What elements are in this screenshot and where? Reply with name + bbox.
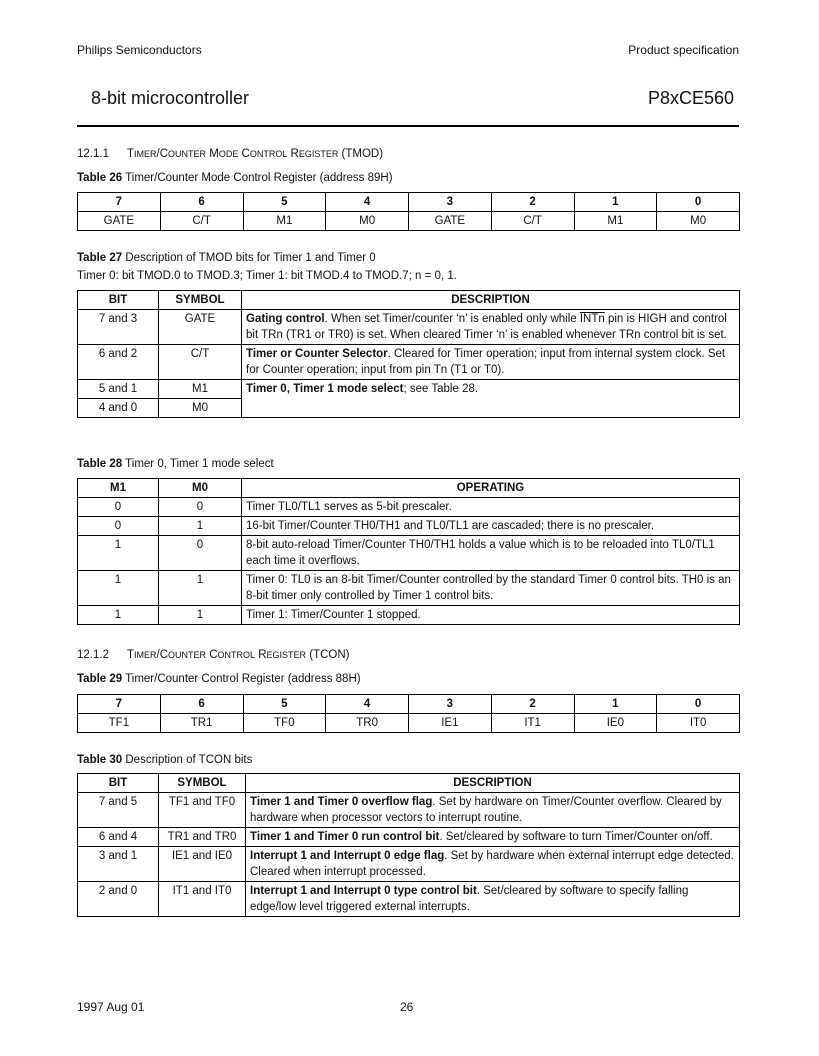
- inverted-signal: INTn: [579, 313, 605, 325]
- company-name: Philips Semiconductors: [77, 43, 202, 57]
- column-header: DESCRIPTION: [242, 291, 740, 310]
- section-number: 12.1.2: [77, 649, 109, 661]
- bit-name: IE1: [409, 714, 492, 733]
- section-number: 12.1.1: [77, 148, 109, 160]
- bit-number: 6: [160, 193, 243, 212]
- table-row: 1 1 Timer 0: TL0 is an 8-bit Timer/Counter controlled by the standard Timer 0 control bits. TH0 is an 8-bit timer only controlled by Timer 1 control bits.: [78, 571, 740, 606]
- page-number: 26: [400, 1000, 414, 1014]
- table-29-caption: Table 29 Timer/Counter Control Register (address 88H): [77, 673, 361, 685]
- column-header: BIT: [78, 774, 159, 793]
- column-header: DESCRIPTION: [246, 774, 740, 793]
- table-row: 4 and 0 M0: [78, 399, 740, 418]
- table-row: 6 and 4 TR1 and TR0 Timer 1 and Timer 0 run control bit. Set/cleared by software to turn Timer/Counter on/off.: [78, 828, 740, 847]
- table-28-caption: Table 28 Timer 0, Timer 1 mode select: [77, 458, 274, 470]
- part-number: P8xCE560: [647, 88, 734, 108]
- table-29-register: [77, 694, 740, 733]
- table-row: 5 and 1 M1 Timer 0, Timer 1 mode select; see Table 28.: [78, 380, 740, 399]
- bit-name: IT1: [491, 714, 574, 733]
- bit-number: 3: [409, 193, 492, 212]
- table-row: 1 0 8-bit auto-reload Timer/Counter TH0/TH1 holds a value which is to be reloaded into TL0/TL1 each time it overflows.: [78, 536, 740, 571]
- document-type: Product specification: [628, 43, 739, 57]
- bit-number: 7: [78, 695, 161, 714]
- bit-number: 2: [491, 695, 574, 714]
- section-heading-tmod: 12.1.1 TIMER/COUNTER MODE CONTROL REGISTER (TMOD): [77, 148, 384, 160]
- column-header: M0: [159, 479, 242, 498]
- bit-number: 0: [657, 695, 740, 714]
- table-28-mode-select: [77, 478, 740, 625]
- table-27-note: Timer 0: bit TMOD.0 to TMOD.3; Timer 1: bit TMOD.4 to TMOD.7; n = 0, 1.: [77, 270, 457, 282]
- document-title: 8-bit microcontroller: [91, 88, 250, 108]
- bit-number: 2: [491, 193, 574, 212]
- column-header: M1: [78, 479, 159, 498]
- bit-name: GATE: [409, 212, 492, 231]
- table-26-register: [77, 192, 740, 231]
- bit-number: 0: [657, 193, 740, 212]
- bit-number: 1: [574, 695, 657, 714]
- bit-number: 6: [160, 695, 243, 714]
- column-header: BIT: [78, 291, 159, 310]
- table-row: 7 and 3 GATE Gating control. When set Timer/counter ‘n’ is enabled only while INTn pin is HIGH and control bit TRn (TR1 or TR0) is set. When cleared Timer ‘n’ is enabled whenever TRn control bit is set.: [78, 310, 740, 345]
- bit-name: TR0: [326, 714, 409, 733]
- bit-name: C/T: [160, 212, 243, 231]
- table-row: 2 and 0 IT1 and IT0 Interrupt 1 and Interrupt 0 type control bit. Set/cleared by software to specify falling edge/low level triggered external interrupts.: [78, 882, 740, 917]
- bit-name: M1: [243, 212, 326, 231]
- header-rule: [77, 125, 739, 127]
- table-26-caption: Table 26 Timer/Counter Mode Control Register (address 89H): [77, 172, 393, 184]
- table-row: 7 and 5 TF1 and TF0 Timer 1 and Timer 0 overflow flag. Set by hardware on Timer/Counter overflow. Cleared by hardware when processor vectors to interrupt routine.: [78, 793, 740, 828]
- bit-number: 4: [326, 193, 409, 212]
- bit-name: GATE: [78, 212, 161, 231]
- bit-name: C/T: [491, 212, 574, 231]
- bit-name: IE0: [574, 714, 657, 733]
- bit-number: 7: [78, 193, 161, 212]
- bit-name: TF1: [78, 714, 161, 733]
- table-30-caption: Table 30 Description of TCON bits: [77, 754, 253, 766]
- table-row: 3 and 1 IE1 and IE0 Interrupt 1 and Interrupt 0 edge flag. Set by hardware when external interrupt edge detected. Cleared when interrupt processed.: [78, 847, 740, 882]
- table-row: 1 1 Timer 1: Timer/Counter 1 stopped.: [78, 606, 740, 625]
- table-row: 0 1 16-bit Timer/Counter TH0/TH1 and TL0/TL1 are cascaded; there is no prescaler.: [78, 517, 740, 536]
- table-27-caption: Table 27 Description of TMOD bits for Timer 1 and Timer 0: [77, 252, 376, 264]
- table-30-tcon-bits: [77, 773, 740, 917]
- bit-number: 4: [326, 695, 409, 714]
- column-header: SYMBOL: [159, 291, 242, 310]
- bit-name: M0: [326, 212, 409, 231]
- bit-name: TR1: [160, 714, 243, 733]
- bit-name: M0: [657, 212, 740, 231]
- table-27-tmod-bits: [77, 290, 740, 418]
- section-heading-tcon: 12.1.2 TIMER/COUNTER CONTROL REGISTER (TCON): [77, 649, 350, 661]
- column-header: OPERATING: [242, 479, 740, 498]
- bit-number: 5: [243, 193, 326, 212]
- bit-number: 1: [574, 193, 657, 212]
- bit-number: 3: [409, 695, 492, 714]
- bit-name: M1: [574, 212, 657, 231]
- footer-date: 1997 Aug 01: [77, 1000, 145, 1014]
- bit-number: 5: [243, 695, 326, 714]
- bit-name: IT0: [657, 714, 740, 733]
- column-header: SYMBOL: [159, 774, 246, 793]
- table-row: 6 and 2 C/T Timer or Counter Selector. Cleared for Timer operation; input from internal system clock. Set for Counter operation; input from pin Tn (T1 or T0).: [78, 345, 740, 380]
- bit-name: TF0: [243, 714, 326, 733]
- table-row: 0 0 Timer TL0/TL1 serves as 5-bit prescaler.: [78, 498, 740, 517]
